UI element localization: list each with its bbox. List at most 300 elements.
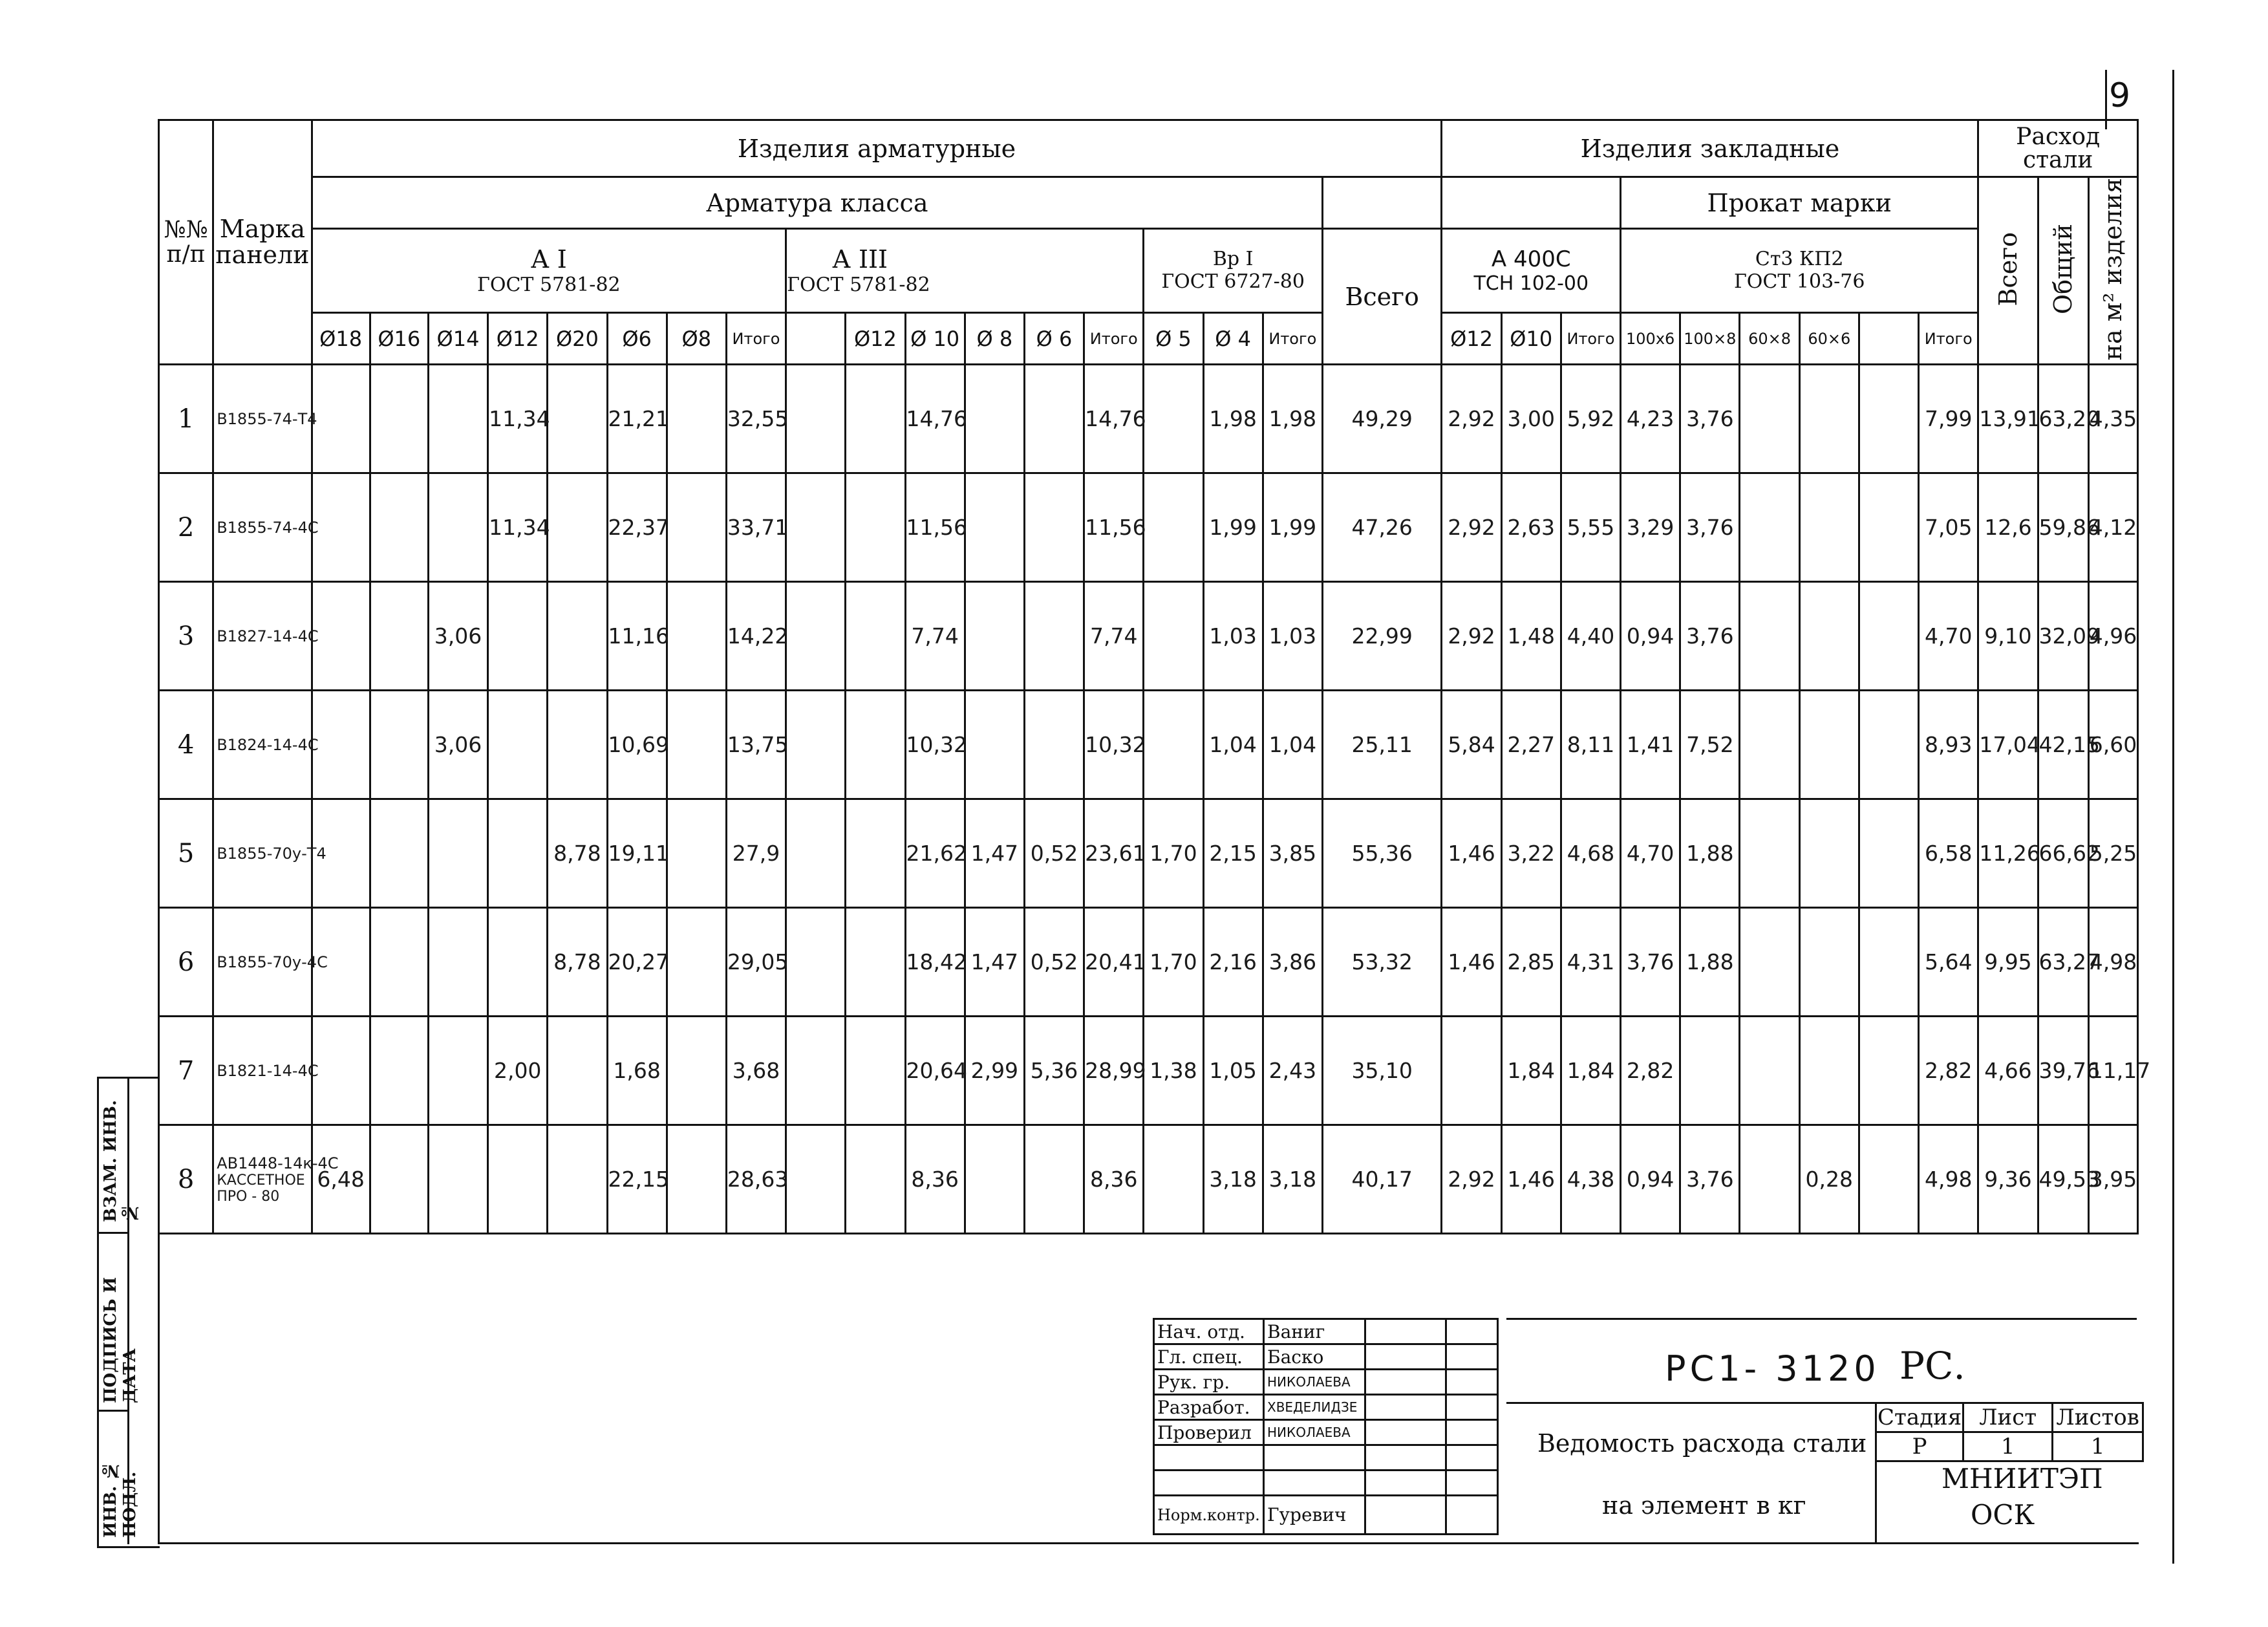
a3-value-1 <box>846 582 905 691</box>
subheader-a1-4: Ø20 <box>548 313 607 365</box>
a3-value-2: 10,32 <box>905 691 965 799</box>
a3-value-5: 28,99 <box>1084 1017 1144 1125</box>
subheader-a1-5: Ø6 <box>607 313 667 365</box>
st3-value-2 <box>1740 799 1799 908</box>
a1-value-4 <box>548 365 607 473</box>
side-stamp-divider-2 <box>97 1410 127 1412</box>
header-reinforcement: Изделия арматурные <box>312 120 1442 177</box>
signature-role: Гл. спец. <box>1154 1344 1264 1370</box>
subheader-bp1-1: Ø 4 <box>1203 313 1263 365</box>
signature-name: Ваниг <box>1264 1319 1365 1344</box>
st3-value-3 <box>1799 473 1859 582</box>
bp1-value-1: 1,98 <box>1203 365 1263 473</box>
a400-value-2: 4,31 <box>1561 908 1620 1017</box>
subheader-a1-0: Ø18 <box>312 313 370 365</box>
page-number: 9 <box>2109 76 2131 115</box>
a1-value-1 <box>370 799 428 908</box>
a400-value-1: 3,22 <box>1501 799 1561 908</box>
bp1-value-1: 1,99 <box>1203 473 1263 582</box>
a3-value-0 <box>786 365 846 473</box>
a3-value-3 <box>965 473 1024 582</box>
per-m2-value: 4,12 <box>2088 473 2137 582</box>
a3-value-0 <box>786 473 846 582</box>
subheader-a400-1: Ø10 <box>1501 313 1561 365</box>
row-number: 6 <box>159 908 213 1017</box>
header-a3: А III ГОСТ 5781-82 <box>786 229 1144 313</box>
per-m2-value: 11,17 <box>2088 1017 2137 1125</box>
a3-value-3: 1,47 <box>965 908 1024 1017</box>
a1-value-7: 32,55 <box>726 365 786 473</box>
st3-value-2 <box>1740 1125 1799 1234</box>
a1-value-4: 8,78 <box>548 908 607 1017</box>
st3-value-4 <box>1859 582 1918 691</box>
panel-mark-code: В1855-74-4С <box>217 518 319 537</box>
bp1-value-0 <box>1144 582 1203 691</box>
a400-value-0: 1,46 <box>1442 799 1501 908</box>
a1-value-3: 2,00 <box>488 1017 548 1125</box>
a1-value-1 <box>370 1125 428 1234</box>
bp1-value-2: 1,03 <box>1263 582 1322 691</box>
a400-value-2: 5,92 <box>1561 365 1620 473</box>
a3-value-1 <box>846 1017 905 1125</box>
reinforcement-total: 47,26 <box>1322 473 1442 582</box>
header-a400: А 400С ТСН 102-00 <box>1442 229 1621 313</box>
subheader-st3-3: 60×6 <box>1799 313 1859 365</box>
signature-name: Гуревич <box>1264 1496 1365 1535</box>
a3-value-3 <box>965 582 1024 691</box>
embedded-total: 12,6 <box>1978 473 2038 582</box>
table-row <box>159 1017 2138 1125</box>
a1-value-0 <box>312 582 370 691</box>
panel-mark <box>213 1125 339 1234</box>
embedded-total: 9,95 <box>1978 908 2038 1017</box>
st3-value-5: 6,58 <box>1919 799 1978 908</box>
a1-value-7: 14,22 <box>726 582 786 691</box>
signature-name: ХВЕДЕЛИДЗЕ <box>1264 1395 1365 1420</box>
a1-value-6 <box>667 473 726 582</box>
a3-value-4: 5,36 <box>1024 1017 1084 1125</box>
a1-value-7: 27,9 <box>726 799 786 908</box>
st3-value-2 <box>1740 691 1799 799</box>
a1-value-1 <box>370 1017 428 1125</box>
a1-value-4 <box>548 582 607 691</box>
a1-value-2: 3,06 <box>428 582 487 691</box>
header-num: №№ п/п <box>159 120 213 365</box>
a400-value-0: 2,92 <box>1442 1125 1501 1234</box>
a1-value-5: 21,21 <box>607 365 667 473</box>
signature-role: Рук. гр. <box>1154 1370 1264 1395</box>
a400-value-2: 5,55 <box>1561 473 1620 582</box>
st3-value-1 <box>1680 1017 1740 1125</box>
header-total-all: Всего <box>1322 229 1442 365</box>
a1-value-3 <box>488 582 548 691</box>
a3-value-5: 20,41 <box>1084 908 1144 1017</box>
empty-row <box>159 1234 2138 1309</box>
subheader-a400-2: Итого <box>1561 313 1620 365</box>
a3-value-5: 11,56 <box>1084 473 1144 582</box>
st3-value-4 <box>1859 1125 1918 1234</box>
bp1-value-1: 1,04 <box>1203 691 1263 799</box>
signature-mark <box>1365 1344 1446 1370</box>
header-rolled: Прокат марки <box>1621 177 1978 229</box>
st3-value-0: 1,41 <box>1621 691 1680 799</box>
signature-mark <box>1365 1471 1446 1496</box>
panel-mark-code: В1855-70у-4С <box>217 953 328 971</box>
header-bp1: Вр I ГОСТ 6727-80 <box>1144 229 1323 313</box>
signature-date <box>1446 1395 1498 1420</box>
table-row <box>159 582 2138 691</box>
st3-value-0: 0,94 <box>1621 582 1680 691</box>
per-m2-value: 4,96 <box>2088 582 2137 691</box>
a3-value-4 <box>1024 582 1084 691</box>
subheader-a3-3: Ø 8 <box>965 313 1024 365</box>
signature-date <box>1446 1319 1498 1344</box>
a1-value-4: 8,78 <box>548 799 607 908</box>
empty-area <box>159 1234 2138 1309</box>
signature-date <box>1446 1370 1498 1395</box>
stage-table <box>1875 1402 2144 1462</box>
a1-value-5: 20,27 <box>607 908 667 1017</box>
st3-value-5: 4,98 <box>1919 1125 1978 1234</box>
st3-value-3 <box>1799 908 1859 1017</box>
organization-name: МНИИТЭП <box>1942 1463 2103 1494</box>
a3-value-1 <box>846 799 905 908</box>
per-m2-value: 4,35 <box>2088 365 2137 473</box>
bp1-value-2: 3,86 <box>1263 908 1322 1017</box>
a1-value-0: 6,48 <box>312 1125 370 1234</box>
subheader-a1-1: Ø16 <box>370 313 428 365</box>
a1-value-0 <box>312 365 370 473</box>
subheader-a1-2: Ø14 <box>428 313 487 365</box>
a1-value-5: 22,37 <box>607 473 667 582</box>
st3-value-4 <box>1859 365 1918 473</box>
signature-role: Проверил <box>1154 1420 1264 1445</box>
a3-value-5: 14,76 <box>1084 365 1144 473</box>
panel-mark-note: КАССЕТНОЕ ПРО - 80 <box>217 1172 305 1205</box>
st3-value-2 <box>1740 908 1799 1017</box>
signature-row <box>1154 1395 1498 1420</box>
a400-value-1: 3,00 <box>1501 365 1561 473</box>
a1-value-6 <box>667 365 726 473</box>
a3-value-4 <box>1024 365 1084 473</box>
embedded-total: 9,10 <box>1978 582 2038 691</box>
per-m2-value: 4,98 <box>2088 908 2137 1017</box>
embedded-total: 4,66 <box>1978 1017 2038 1125</box>
sheet-value: 1 <box>1963 1432 2053 1461</box>
embedded-total: 11,26 <box>1978 799 2038 908</box>
a1-value-2 <box>428 1017 487 1125</box>
reinforcement-total: 53,32 <box>1322 908 1442 1017</box>
a1-value-7: 3,68 <box>726 1017 786 1125</box>
a400-value-0 <box>1442 1017 1501 1125</box>
a3-value-1 <box>846 473 905 582</box>
a3-value-5: 23,61 <box>1084 799 1144 908</box>
side-label-signature: ПОДПИСЬ И ДАТА <box>101 1277 140 1403</box>
a1-value-3 <box>488 1125 548 1234</box>
header-per-m2: на м² изделия <box>2088 177 2137 365</box>
reinforcement-total: 25,11 <box>1322 691 1442 799</box>
a3-value-1 <box>846 1125 905 1234</box>
panel-mark-code: В1855-74-Т4 <box>217 409 317 428</box>
a3-value-3: 2,99 <box>965 1017 1024 1125</box>
subheader-a3-5: Итого <box>1084 313 1144 365</box>
header-st3: Ст3 КП2 ГОСТ 103-76 <box>1621 229 1978 313</box>
a3-value-2: 7,74 <box>905 582 965 691</box>
table-row <box>159 691 2138 799</box>
st3-value-4 <box>1859 473 1918 582</box>
a1-value-6 <box>667 908 726 1017</box>
a1-value-5: 1,68 <box>607 1017 667 1125</box>
st3-value-0: 2,82 <box>1621 1017 1680 1125</box>
header-consumption: Расход стали <box>1978 120 2138 177</box>
a400-value-0: 1,46 <box>1442 908 1501 1017</box>
table-row <box>159 908 2138 1017</box>
bp1-value-1: 1,05 <box>1203 1017 1263 1125</box>
header-mark: Марка панели <box>213 120 312 365</box>
st3-value-2 <box>1740 582 1799 691</box>
reinforcement-total: 35,10 <box>1322 1017 1442 1125</box>
general-total: 63,20 <box>2038 365 2088 473</box>
signature-role: Разработ. <box>1154 1395 1264 1420</box>
st3-value-0: 4,70 <box>1621 799 1680 908</box>
signature-role: Норм.контр. <box>1154 1496 1264 1535</box>
st3-value-0: 4,23 <box>1621 365 1680 473</box>
a1-value-1 <box>370 908 428 1017</box>
signature-mark <box>1365 1395 1446 1420</box>
signature-row <box>1154 1496 1498 1535</box>
signature-row <box>1154 1344 1498 1370</box>
bp1-value-2: 1,99 <box>1263 473 1322 582</box>
general-total: 63,27 <box>2038 908 2088 1017</box>
signature-role <box>1154 1471 1264 1496</box>
bp1-value-2: 2,43 <box>1263 1017 1322 1125</box>
st3-value-3 <box>1799 365 1859 473</box>
a1-value-2: 3,06 <box>428 691 487 799</box>
organization-dept: ОСК <box>1971 1499 2035 1531</box>
bp1-value-0: 1,70 <box>1144 799 1203 908</box>
a1-value-7: 29,05 <box>726 908 786 1017</box>
document-code: РС1- 3120 <box>1665 1348 1880 1389</box>
embedded-total: 9,36 <box>1978 1125 2038 1234</box>
row-number: 4 <box>159 691 213 799</box>
signature-mark <box>1365 1420 1446 1445</box>
st3-value-1: 3,76 <box>1680 473 1740 582</box>
subheader-st3-0: 100x6 <box>1621 313 1680 365</box>
subheader-a400-0: Ø12 <box>1442 313 1501 365</box>
st3-value-0: 3,29 <box>1621 473 1680 582</box>
a1-value-1 <box>370 582 428 691</box>
side-label-inv: ИНВ. № ПОДЛ. <box>101 1460 140 1538</box>
stage-value: Р <box>1876 1432 1963 1461</box>
a1-value-3 <box>488 691 548 799</box>
subheader-bp1-0: Ø 5 <box>1144 313 1203 365</box>
bp1-value-0: 1,38 <box>1144 1017 1203 1125</box>
bp1-value-1: 2,16 <box>1203 908 1263 1017</box>
signature-row <box>1154 1319 1498 1344</box>
st3-value-3: 0,28 <box>1799 1125 1859 1234</box>
a1-value-2 <box>428 908 487 1017</box>
a1-value-0 <box>312 1017 370 1125</box>
row-number: 8 <box>159 1125 213 1234</box>
a1-value-3 <box>488 908 548 1017</box>
a400-value-1: 2,63 <box>1501 473 1561 582</box>
reinforcement-total: 40,17 <box>1322 1125 1442 1234</box>
signature-mark <box>1365 1496 1446 1535</box>
signature-row <box>1154 1471 1498 1496</box>
subheader-a3-4: Ø 6 <box>1024 313 1084 365</box>
a3-value-5: 10,32 <box>1084 691 1144 799</box>
st3-value-5: 7,05 <box>1919 473 1978 582</box>
subheader-bp1-2: Итого <box>1263 313 1322 365</box>
signature-block <box>1153 1318 1499 1535</box>
header-embedded: Изделия закладные <box>1442 120 1978 177</box>
a3-value-1 <box>846 365 905 473</box>
a3-value-5: 8,36 <box>1084 1125 1144 1234</box>
document-title-line2: на элемент в кг <box>1602 1491 1806 1520</box>
header-blank <box>1322 177 1442 229</box>
subheader-st3-5: Итого <box>1919 313 1978 365</box>
a400-value-0: 2,92 <box>1442 365 1501 473</box>
st3-value-1: 3,76 <box>1680 365 1740 473</box>
general-total: 32,09 <box>2038 582 2088 691</box>
document-title-line1: Ведомость расхода стали <box>1537 1429 1867 1458</box>
side-stamp-divider-1 <box>97 1232 127 1234</box>
bp1-value-2: 3,85 <box>1263 799 1322 908</box>
st3-value-3 <box>1799 799 1859 908</box>
signature-row <box>1154 1370 1498 1395</box>
a1-value-6 <box>667 691 726 799</box>
signature-name: НИКОЛАЕВА <box>1264 1420 1365 1445</box>
per-m2-value: 3,95 <box>2088 1125 2137 1234</box>
a1-value-5: 10,69 <box>607 691 667 799</box>
a1-value-5: 11,16 <box>607 582 667 691</box>
side-label-replaced: ВЗАМ. ИНВ. № <box>101 1100 140 1222</box>
per-m2-value: 5,25 <box>2088 799 2137 908</box>
subheader-a3-2: Ø 10 <box>905 313 965 365</box>
a3-value-2: 18,42 <box>905 908 965 1017</box>
a3-value-0 <box>786 799 846 908</box>
st3-value-1: 1,88 <box>1680 799 1740 908</box>
a1-value-5: 19,11 <box>607 799 667 908</box>
reinforcement-total: 22,99 <box>1322 582 1442 691</box>
table-row <box>159 365 2138 473</box>
st3-value-1: 1,88 <box>1680 908 1740 1017</box>
a3-value-3 <box>965 365 1024 473</box>
a3-value-5: 7,74 <box>1084 582 1144 691</box>
bp1-value-1: 3,18 <box>1203 1125 1263 1234</box>
a1-value-2 <box>428 473 487 582</box>
a3-value-3 <box>965 1125 1024 1234</box>
panel-mark-code: АВ1448-14к-4С <box>217 1154 339 1172</box>
bp1-value-1: 2,15 <box>1203 799 1263 908</box>
a1-value-6 <box>667 799 726 908</box>
header-total-emb: Всего <box>1978 177 2038 365</box>
subheader-a3-0 <box>786 313 846 365</box>
signature-date <box>1446 1344 1498 1370</box>
bp1-value-1: 1,03 <box>1203 582 1263 691</box>
general-total: 66,62 <box>2038 799 2088 908</box>
a400-value-2: 8,11 <box>1561 691 1620 799</box>
embedded-total: 13,91 <box>1978 365 2038 473</box>
stage-header: Стадия <box>1876 1403 1963 1432</box>
a1-value-2 <box>428 1125 487 1234</box>
st3-value-1: 3,76 <box>1680 1125 1740 1234</box>
a3-value-3: 1,47 <box>965 799 1024 908</box>
a400-value-1: 1,84 <box>1501 1017 1561 1125</box>
a400-value-1: 1,46 <box>1501 1125 1561 1234</box>
a1-value-0 <box>312 691 370 799</box>
a3-value-0 <box>786 908 846 1017</box>
a3-value-1 <box>846 908 905 1017</box>
document-type: РС. <box>1899 1344 1965 1388</box>
a400-value-0: 2,92 <box>1442 473 1501 582</box>
general-total: 49,53 <box>2038 1125 2088 1234</box>
signature-date <box>1446 1420 1498 1445</box>
signature-row <box>1154 1445 1498 1471</box>
st3-value-5: 7,99 <box>1919 365 1978 473</box>
a3-value-0 <box>786 1125 846 1234</box>
st3-value-4 <box>1859 691 1918 799</box>
reinforcement-total: 55,36 <box>1322 799 1442 908</box>
a1-value-1 <box>370 473 428 582</box>
a1-value-6 <box>667 1125 726 1234</box>
panel-mark-code: В1824-14-4С <box>217 735 319 754</box>
a3-value-0 <box>786 691 846 799</box>
a1-value-3: 11,34 <box>488 365 548 473</box>
a400-value-1: 2,85 <box>1501 908 1561 1017</box>
panel-mark-code: В1827-14-4С <box>217 627 319 645</box>
table-row <box>159 799 2138 908</box>
bp1-value-2: 1,98 <box>1263 365 1322 473</box>
a1-value-4 <box>548 1125 607 1234</box>
a1-value-4 <box>548 473 607 582</box>
st3-value-5: 8,93 <box>1919 691 1978 799</box>
signature-role <box>1154 1445 1264 1471</box>
a3-value-4 <box>1024 691 1084 799</box>
panel-mark <box>213 1017 319 1125</box>
a3-value-2: 21,62 <box>905 799 965 908</box>
subheader-st3-4 <box>1859 313 1918 365</box>
a400-value-2: 4,40 <box>1561 582 1620 691</box>
st3-value-4 <box>1859 908 1918 1017</box>
bp1-value-0 <box>1144 691 1203 799</box>
signature-mark <box>1365 1370 1446 1395</box>
a400-value-2: 1,84 <box>1561 1017 1620 1125</box>
a3-value-3 <box>965 691 1024 799</box>
a1-value-3: 11,34 <box>488 473 548 582</box>
a3-value-0 <box>786 582 846 691</box>
signature-date <box>1446 1445 1498 1471</box>
st3-value-1: 3,76 <box>1680 582 1740 691</box>
subheader-a3-1: Ø12 <box>846 313 905 365</box>
st3-value-5: 5,64 <box>1919 908 1978 1017</box>
st3-value-3 <box>1799 691 1859 799</box>
a400-value-1: 2,27 <box>1501 691 1561 799</box>
a1-value-7: 28,63 <box>726 1125 786 1234</box>
bp1-value-0 <box>1144 365 1203 473</box>
panel-mark-code: В1821-14-4С <box>217 1061 319 1080</box>
bp1-value-2: 1,04 <box>1263 691 1322 799</box>
a1-value-7: 13,75 <box>726 691 786 799</box>
panel-mark <box>213 908 328 1017</box>
sheets-value: 1 <box>2053 1432 2143 1461</box>
a400-value-2: 4,38 <box>1561 1125 1620 1234</box>
bp1-value-0 <box>1144 473 1203 582</box>
row-number: 1 <box>159 365 213 473</box>
st3-value-5: 4,70 <box>1919 582 1978 691</box>
sheet-header: Лист <box>1963 1403 2053 1432</box>
header-blank-2 <box>1442 177 1621 229</box>
